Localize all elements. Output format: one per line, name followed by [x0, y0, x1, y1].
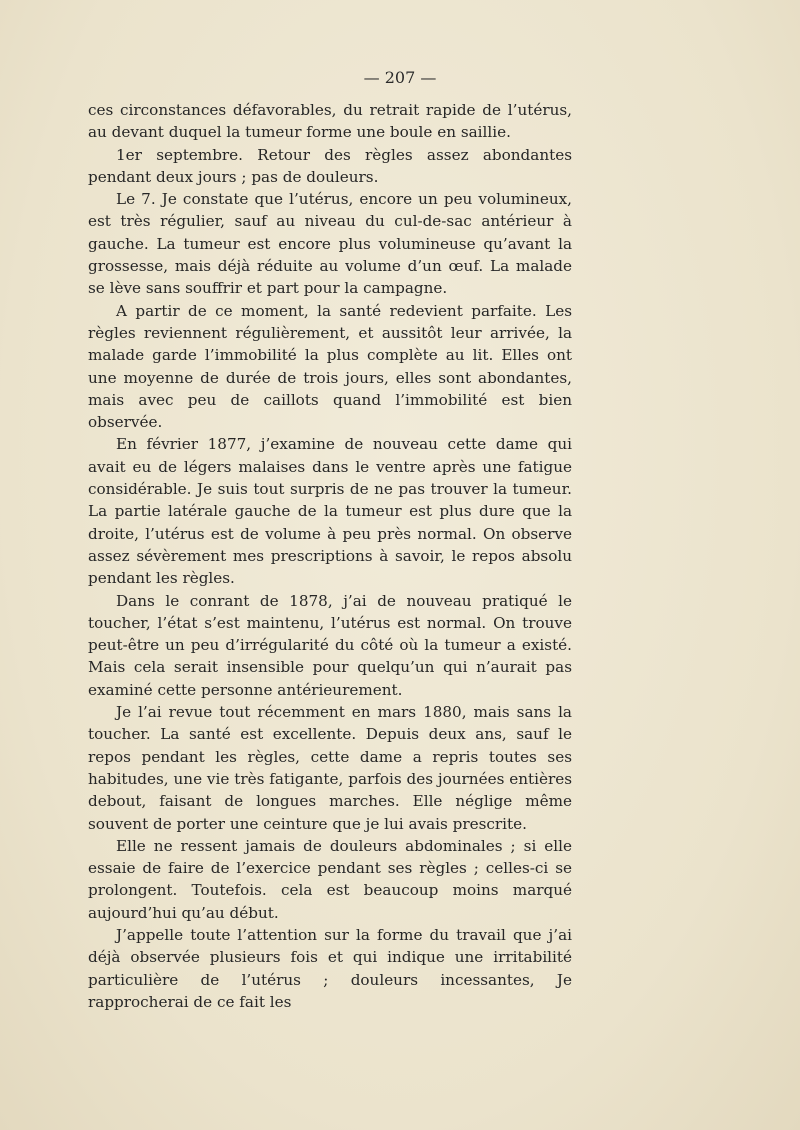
paragraph: Elle ne ressent jamais de douleurs abdominales ; si elle essaie de faire de l’exercice pendant ses règles ; celles-ci se prolongent. Toutefois. cela est beaucoup moins marqué aujourd’hui qu’au début.	[88, 836, 572, 922]
paragraph: Dans le conrant de 1878, j’ai de nouveau pratiqué le toucher, l’état s’est maintenu, l’utérus est normal. On trouve peut-être un peu d’irrégularité du côté où la tumeur a existé. Mais cela serait insensible pour quelqu’un qui n’aurait pas examiné cette personne antérieurement.	[88, 591, 572, 699]
paragraph: J’appelle toute l’attention sur la forme du travail que j’ai déjà observée plusieurs fois et qui indique une irritabilité particulière de l’utérus ; douleurs incessantes, Je rapprocherai de ce fait les	[88, 925, 572, 1011]
paragraph: Je l’ai revue tout récemment en mars 1880, mais sans la toucher. La santé est excellente. Depuis deux ans, sauf le repos pendant les règles, cette dame a repris toutes ses habitudes, une vie très fatigante, parfois des journées entières debout, faisant de longues marches. Elle néglige même souvent de porter une ceinture que je lui avais prescrite.	[88, 703, 572, 833]
paragraph: ces circonstances défavorables, du retrait rapide de l’utérus, au devant duquel la tumeur forme une boule en saillie.	[88, 101, 572, 142]
paragraph: En février 1877, j’examine de nouveau cette dame qui avait eu de légers malaises dans le ventre après une fatigue considérable. Je suis tout surpris de ne pas trouver la tumeur. La partie latérale gauche de la tumeur est plus dure que la droite, l’utérus est de volume à peu près normal. On observe assez sévèrement mes prescriptions à savoir, le repos absolu pendant les règles.	[88, 435, 572, 588]
paragraph: A partir de ce moment, la santé redevient parfaite. Les règles reviennent régulièrement, et aussitôt leur arrivée, la malade garde l’immobilité la plus complète au lit. Elles ont une moyenne de durée de trois jours, elles sont abondantes, mais avec peu de caillots quand l’immobilité est bien observée.	[88, 301, 572, 432]
paragraph: Le 7. Je constate que l’utérus, encore un peu volumineux, est très régulier, sauf au niveau du cul-de-sac antérieur à gauche. La tumeur est encore plus volumineuse qu’avant la grossesse, mais déjà réduite au volume d’un œuf. La malade se lève sans souffrir et part pour la campagne.	[88, 190, 572, 298]
paragraph: 1er septembre. Retour des règles assez abondantes pendant deux jours ; pas de douleurs.	[88, 145, 572, 186]
page-number: — 207 —	[363, 68, 437, 87]
page-body	[88, 99, 572, 1013]
